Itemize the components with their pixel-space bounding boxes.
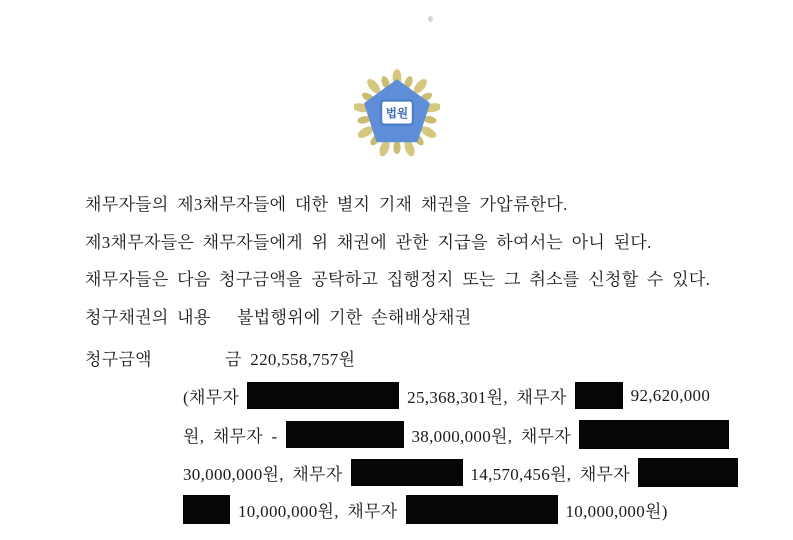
breakdown-text: 25,368,301원, 채무자 — [407, 388, 567, 407]
scan-artifact — [428, 16, 433, 22]
redaction-box — [247, 382, 399, 409]
claim-content-label: 청구채권의 내용 — [85, 308, 211, 327]
redaction-box — [638, 458, 738, 487]
breakdown-text: 10,000,000원, 채무자 — [238, 502, 398, 521]
redaction-box — [406, 495, 558, 524]
court-emblem — [354, 68, 440, 160]
court-emblem-label: 법원 — [385, 107, 409, 120]
redaction-box — [351, 459, 463, 486]
redaction-box — [575, 382, 623, 409]
redaction-box — [579, 420, 729, 449]
redaction-box — [286, 421, 404, 448]
breakdown-text: (채무자 — [183, 388, 240, 407]
order-line-deposit: 채무자들은 다음 청구금액을 공탁하고 집행정지 또는 그 취소를 신청할 수 있다. — [85, 270, 711, 289]
breakdown-line-1 — [183, 382, 710, 409]
redaction-box — [183, 495, 230, 524]
order-line-attachment: 채무자들의 제3채무자들에 대한 별지 기재 채권을 가압류한다. — [85, 195, 568, 214]
breakdown-line-2 — [183, 420, 729, 449]
breakdown-text: 원, 채무자 - — [183, 427, 278, 446]
breakdown-text: 14,570,456원, 채무자 — [470, 465, 630, 484]
breakdown-line-4 — [183, 495, 668, 524]
breakdown-line-3 — [183, 458, 738, 487]
breakdown-text: 30,000,000원, 채무자 — [183, 465, 343, 484]
order-line-third-debtor: 제3채무자들은 채무자들에게 위 채권에 관한 지급을 하여서는 아니 된다. — [85, 233, 652, 252]
claim-content-value: 불법행위에 기한 손해배상채권 — [237, 308, 472, 327]
claim-amount-value: 금 220,558,757원 — [225, 350, 356, 369]
breakdown-text: 38,000,000원, 채무자 — [411, 427, 571, 446]
claim-amount-label: 청구금액 — [85, 350, 152, 369]
breakdown-text: 10,000,000원) — [565, 502, 668, 521]
breakdown-text: 92,620,000 — [630, 385, 711, 405]
